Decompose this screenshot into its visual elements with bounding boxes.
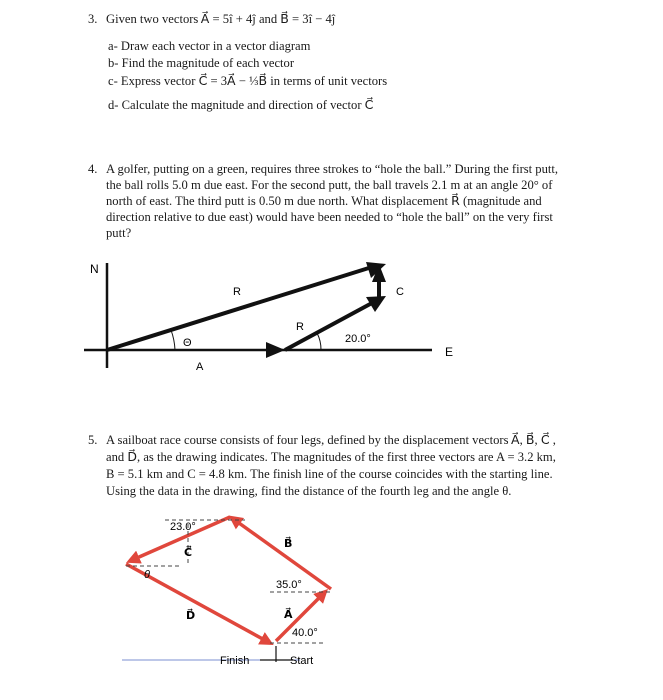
start-label: Start (290, 655, 314, 667)
q4-line-2: the ball rolls 5.0 m due east. For the second putt, the ball travels 2.1 m at an angle 20° of (106, 178, 553, 192)
q4-line-1: A golfer, putting on a green, requires three strokes to “hole the ball.” During the first putt, (106, 162, 559, 176)
theta-sail-label: θ (144, 569, 150, 581)
label-c-vec: C⃗ (184, 547, 193, 559)
q4-line-5: putt? (106, 226, 132, 240)
q4-line-3: north of east. The third putt is 0.50 m due north. What displacement R⃗ (magnitude and (106, 194, 542, 208)
q5-line-2: and D⃗, as the drawing indicates. The magnitudes of the first three vectors are A = 3.2 km, (106, 450, 556, 464)
q4-line-4: direction relative to due east) would have been needed to “hole the ball” on the very first (106, 210, 553, 224)
angle-a-label: 40.0° (292, 627, 318, 639)
angle-c-label: 23.0° (170, 521, 196, 533)
c-label: C (396, 286, 404, 298)
theta-label: Θ (183, 337, 192, 349)
q3-line-2: a- Draw each vector in a vector diagram (108, 39, 311, 53)
finish-label: Finish (220, 655, 250, 667)
a-label: A (196, 361, 204, 373)
r-label-mid: R (296, 321, 304, 333)
north-label: N (90, 262, 99, 276)
q4-number: 4. (88, 162, 98, 176)
q3-line-5: d- Calculate the magnitude and direction of vector C⃗ (108, 98, 374, 112)
label-d-vec: D⃗ (186, 610, 196, 622)
angle-20-label: 20.0° (345, 333, 371, 345)
q3-number: 3. (88, 12, 98, 26)
q5-line-3: B = 5.1 km and C = 4.8 km. The finish line of the course coincides with the starting line. (106, 467, 553, 481)
q5-line-4: Using the data in the drawing, find the distance of the fourth leg and the angle θ. (106, 484, 512, 498)
label-b-vec: B⃗ (284, 538, 293, 550)
angle-b-label: 35.0° (276, 579, 302, 591)
east-label: E (445, 345, 454, 359)
q3-line-3: b- Find the magnitude of each vector (108, 56, 295, 70)
r-label-top: R (233, 286, 241, 298)
q5-line-1: A sailboat race course consists of four legs, defined by the displacement vectors A⃗, B⃗, C⃗ , (106, 433, 556, 447)
label-a-vec: A⃗ (284, 609, 293, 621)
q3-line-4: c- Express vector C⃗ = 3A⃗ − ⅓B⃗ in terms of unit vectors (108, 74, 388, 88)
q3-line-1: Given two vectors A⃗ = 5î + 4ĵ and B⃗ = 3î − 4ĵ (106, 12, 336, 26)
q5-number: 5. (88, 433, 98, 447)
